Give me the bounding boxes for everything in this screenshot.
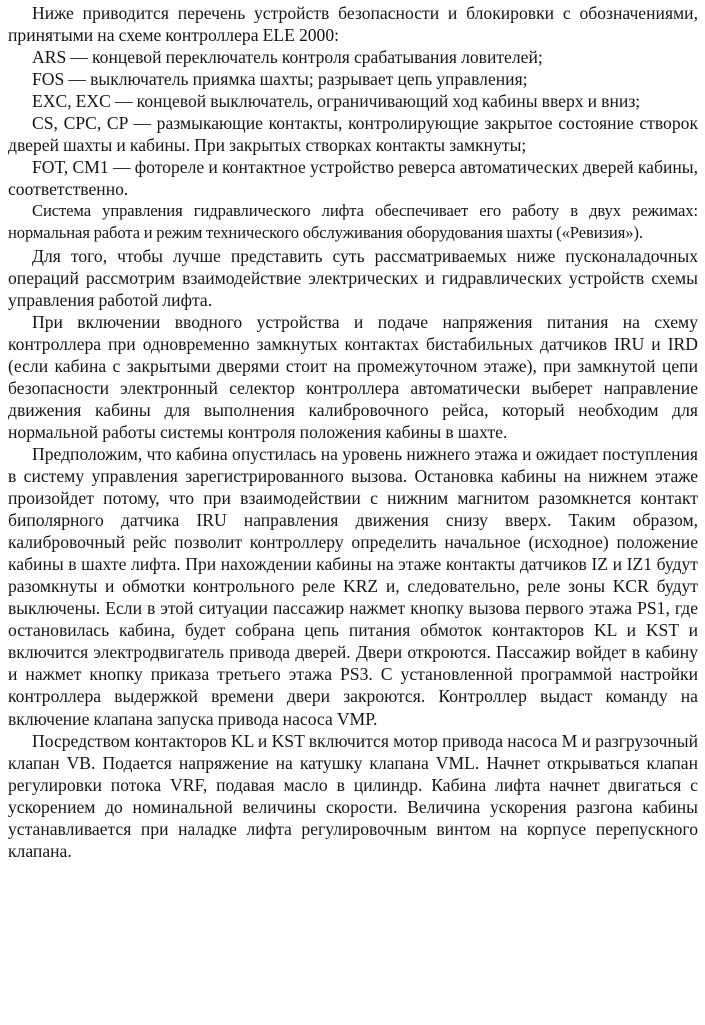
list-item-cs: CS, CPC, CP — размыкающие контакты, контролирующие закрытое состояние створок дверей шахты и кабины. При закрытых створках контакты замкнуты; xyxy=(8,113,698,156)
intro-paragraph: Ниже приводится перечень устройств безопасности и блокировки с обозначениями, принятыми на схеме контроллера ELE 2000: xyxy=(8,3,698,46)
motor-paragraph: Посредством контакторов KL и KST включится мотор привода насоса M и разгрузочный клапан VB. Подается напряжение на катушку клапана VML. Начнет открываться клапан регулировки потока VRF, подавая масло в цилиндр. Кабина лифта начнет двигаться с ускорением до номинальной величины скорости. Величина ускорения разгона кабины устанавливается при наладке лифта регулировочным винтом на корпусе перепускного клапана. xyxy=(8,730,698,861)
interaction-paragraph: Для того, чтобы лучше представить суть рассматриваемых ниже пусконаладочных операций рассмотрим взаимодействие электрических и гидравлических устройств схемы управления работой лифта. xyxy=(8,245,698,310)
modes-paragraph: Система управления гидравлического лифта обеспечивает его работу в двух режимах: нормальная работа и режим технического обслуживания оборудования шахты («Ревизия»). xyxy=(8,201,698,243)
power-paragraph: При включении вводного устройства и подаче напряжения питания на схему контроллера при одновременно замкнутых контактах бистабильных датчиков IRU и IRD (если кабина с закрытыми дверями стоит на промежуточном этаже), при замкнутой цепи безопасности электронный селектор контроллера автоматически выберет направление движения кабины для выполнения калибровочного рейса, который необходим для нормальной работы системы контроля положения кабины в шахте. xyxy=(8,311,698,442)
list-item-exc: EXC, EXC — концевой выключатель, ограничивающий ход кабины вверх и вниз; xyxy=(32,91,641,112)
document-page xyxy=(8,2,698,862)
list-item-ars: ARS — концевой переключатель контроля срабатывания ловителей; xyxy=(32,47,543,68)
scenario-paragraph: Предположим, что кабина опустилась на уровень нижнего этажа и ожидает поступления в систему управления зарегистрированного вызова. Остановка кабины на нижнем этаже произойдет потому, что при взаимодействии с нижним магнитом разомкнется контакт биполярного датчика IRU направления движения снизу вверх. Таким образом, калибровочный рейс позволит контроллеру определить начальное (исходное) положение кабины в шахте лифта. При нахождении кабины на этаже контакты датчиков IZ и IZ1 будут разомкнуты и обмотки контрольного реле KRZ и, следовательно, реле зоны KCR будут выключены. Если в этой ситуации пассажир нажмет кнопку вызова первого этажа PS1, где остановилась кабина, будет собрана цепь питания обмоток контакторов KL и KST и включится электродвигатель привода дверей. Двери откроются. Пассажир войдет в кабину и нажмет кнопку приказа третьего этажа PS3. С установленной программой настройки контроллера выдержкой времени двери закроются. Контроллер выдаст команду на включение клапана запуска привода насоса VMP. xyxy=(8,443,698,729)
list-item-fot: FOT, CM1 — фотореле и контактное устройство реверса автоматических дверей кабины, соответственно. xyxy=(8,157,698,200)
list-item-fos: FOS — выключатель приямка шахты; разрывает цепь управления; xyxy=(32,69,528,90)
